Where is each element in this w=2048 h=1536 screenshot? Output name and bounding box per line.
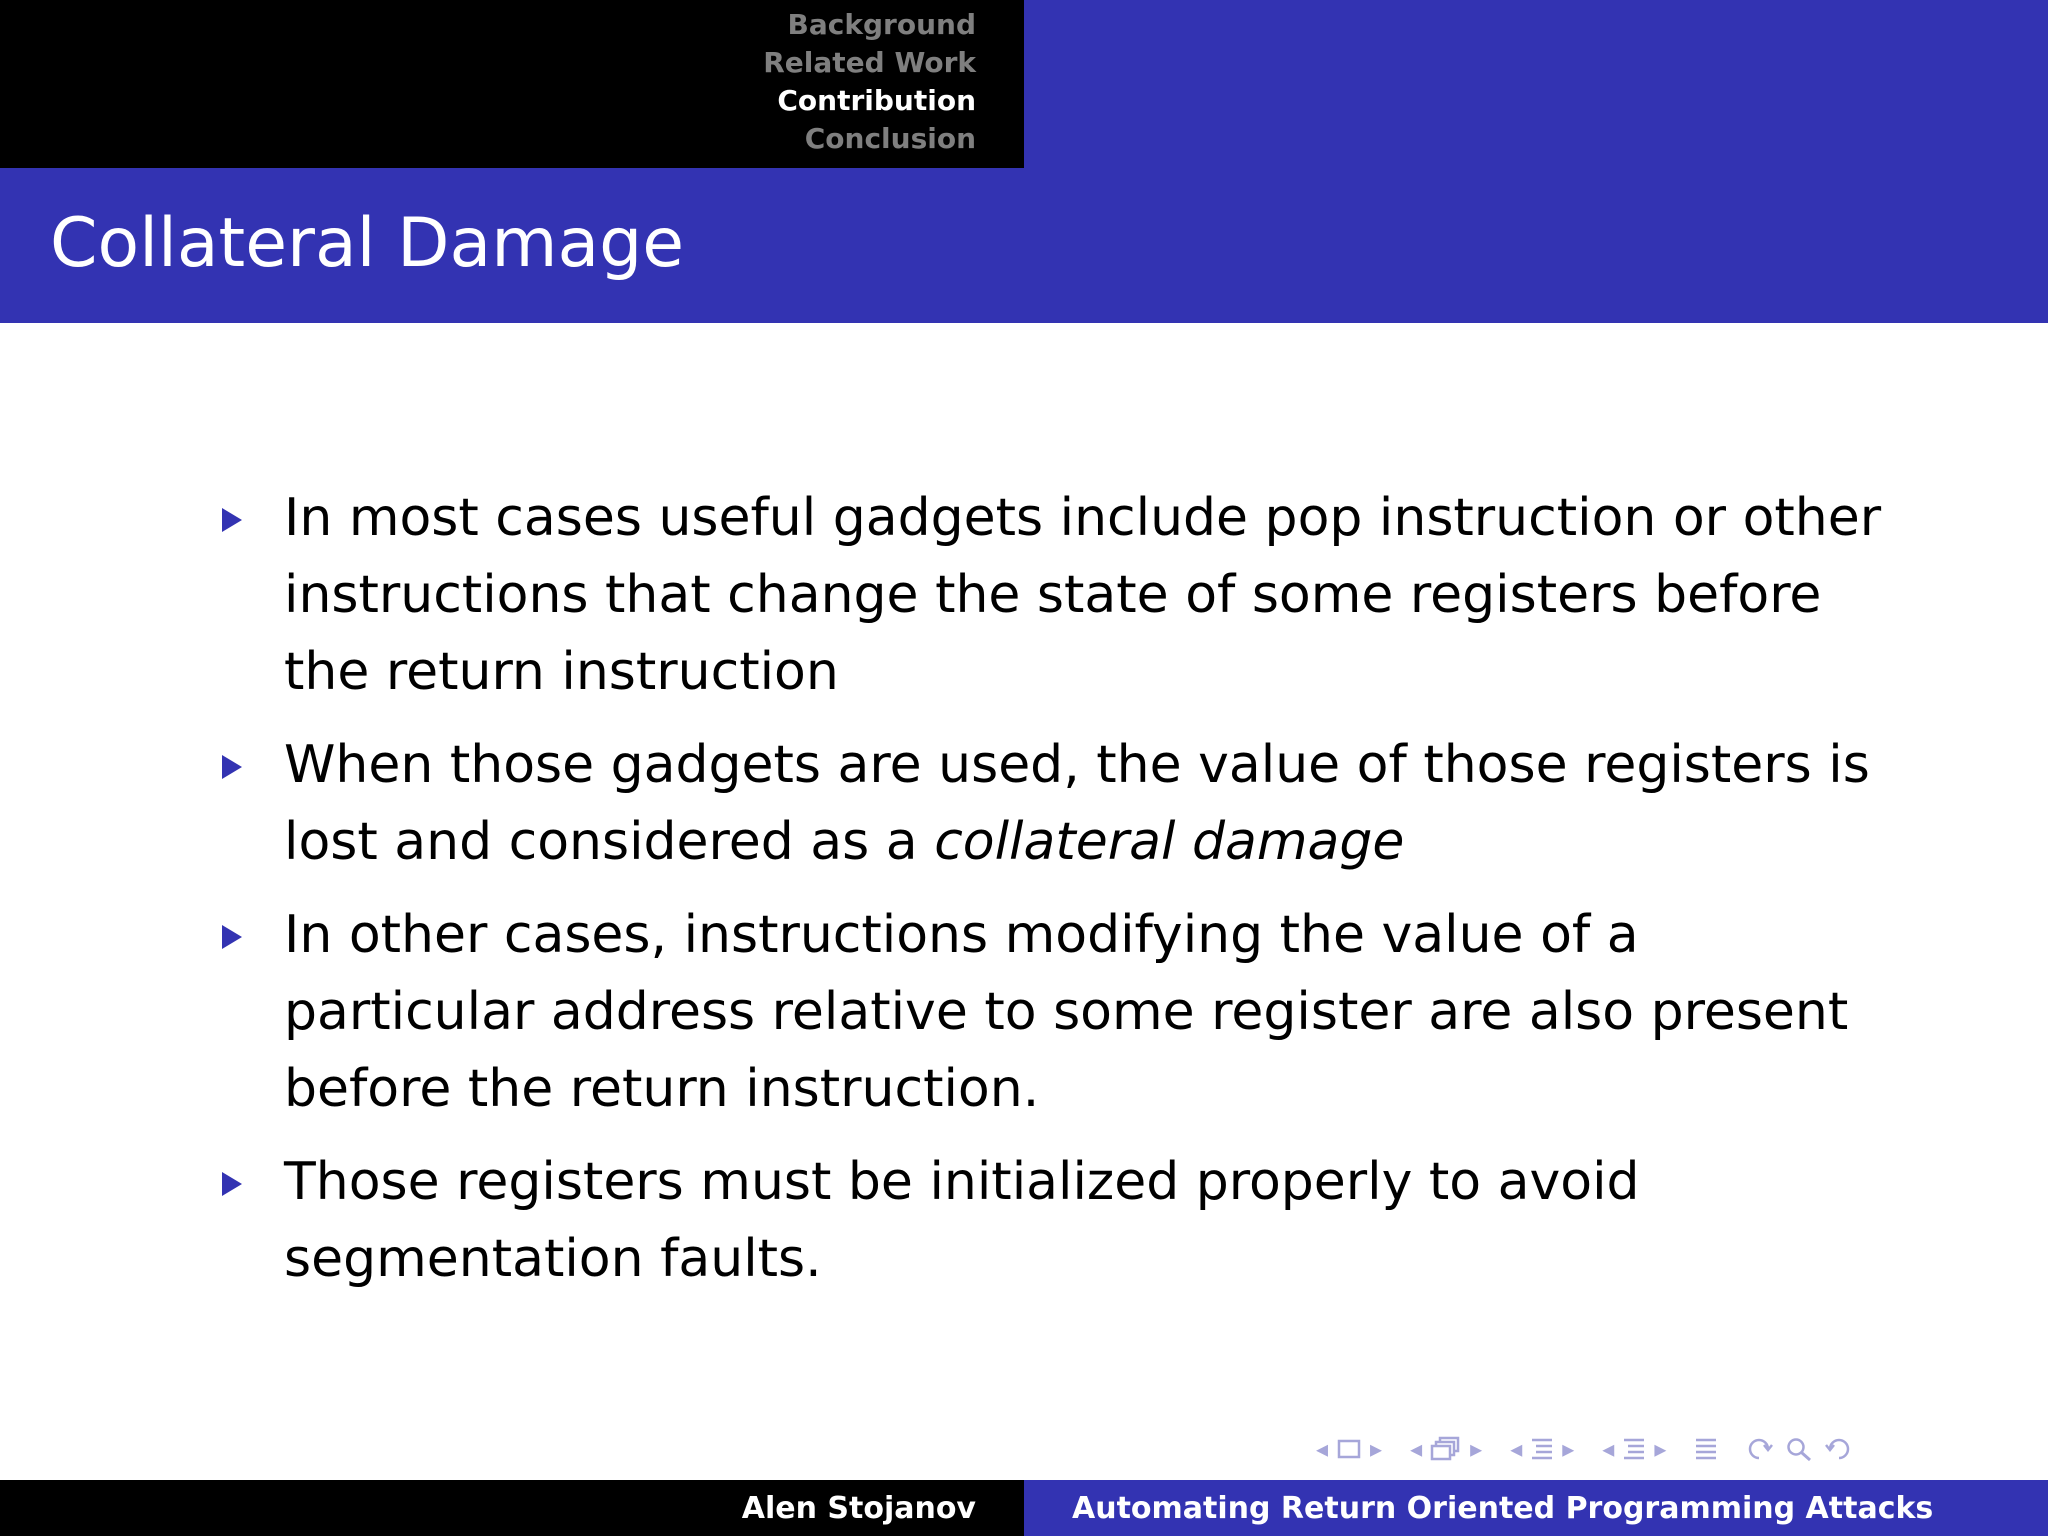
bullet-triangle-icon <box>222 925 242 949</box>
section-link-conclusion[interactable]: Conclusion <box>804 122 976 155</box>
right-arrow-icon: ▸ <box>1654 1435 1667 1463</box>
bullet-triangle-icon <box>222 1172 242 1196</box>
bullet-list <box>218 480 1898 1298</box>
bullet-text: In other cases, instructions modifying the value of a particular address relative to some register are also present before the return instruction. <box>284 905 1849 1119</box>
bullet-item <box>218 1144 1898 1298</box>
header-bar <box>0 0 2048 168</box>
subsubsection-icon <box>1622 1436 1646 1462</box>
right-arrow-icon: ▸ <box>1370 1435 1383 1463</box>
frame-title-bar <box>0 168 2048 323</box>
bullet-triangle-icon <box>222 755 242 779</box>
bullet-text <box>284 735 1870 872</box>
bullet-item <box>218 897 1898 1128</box>
subsubsection-nav-icon[interactable] <box>1602 1436 1666 1462</box>
slide-content <box>218 480 1898 1314</box>
section-link-related-work[interactable]: Related Work <box>763 46 976 79</box>
footer-bar <box>0 1480 2048 1536</box>
bullet-text-plain: When those gadgets are used, the value of those registers is lost and considered as a <box>284 735 1870 872</box>
frame-nav-icon[interactable] <box>1316 1437 1382 1461</box>
header-right-panel <box>1024 0 2048 168</box>
right-arrow-icon: ▸ <box>1562 1435 1575 1463</box>
right-arrow-icon: ▸ <box>1470 1435 1483 1463</box>
bullet-text: In most cases useful gadgets include pop instruction or other instructions that change the state of some registers before the return instruction <box>284 488 1882 702</box>
section-link-contribution[interactable]: Contribution <box>777 84 976 117</box>
subsection-icon <box>1430 1436 1462 1462</box>
search-icon[interactable] <box>1784 1436 1814 1462</box>
left-arrow-icon: ◂ <box>1316 1435 1329 1463</box>
left-arrow-icon: ◂ <box>1510 1435 1523 1463</box>
left-arrow-icon: ◂ <box>1410 1435 1423 1463</box>
frame-icon <box>1336 1438 1362 1460</box>
section-link-background[interactable]: Background <box>787 8 976 41</box>
frame-title: Collateral Damage <box>50 204 685 283</box>
footer-author: Alen Stojanov <box>741 1491 976 1526</box>
section-navigation <box>763 6 976 158</box>
section-nav-icon[interactable] <box>1510 1436 1574 1462</box>
emphasized-term: collateral damage <box>934 812 1405 872</box>
search-controls <box>1746 1436 1852 1462</box>
navigation-symbols <box>1316 1432 1852 1466</box>
bullet-text: Those registers must be initialized properly to avoid segmentation faults. <box>284 1152 1640 1289</box>
left-arrow-icon: ◂ <box>1602 1435 1615 1463</box>
section-icon <box>1530 1436 1554 1462</box>
appendix-icon <box>1694 1436 1718 1462</box>
footer-presentation-title: Automating Return Oriented Programming Attacks <box>1072 1491 1934 1526</box>
footer-title-panel <box>1024 1480 2048 1536</box>
search-redo-icon[interactable] <box>1822 1436 1852 1462</box>
search-undo-icon[interactable] <box>1746 1436 1776 1462</box>
bullet-item <box>218 480 1898 711</box>
footer-author-panel <box>0 1480 1024 1536</box>
bullet-item <box>218 727 1898 881</box>
bullet-triangle-icon <box>222 508 242 532</box>
section-navigation-panel <box>0 0 1024 168</box>
appendix-nav-icon[interactable] <box>1694 1436 1718 1462</box>
subsection-nav-icon[interactable] <box>1410 1436 1482 1462</box>
